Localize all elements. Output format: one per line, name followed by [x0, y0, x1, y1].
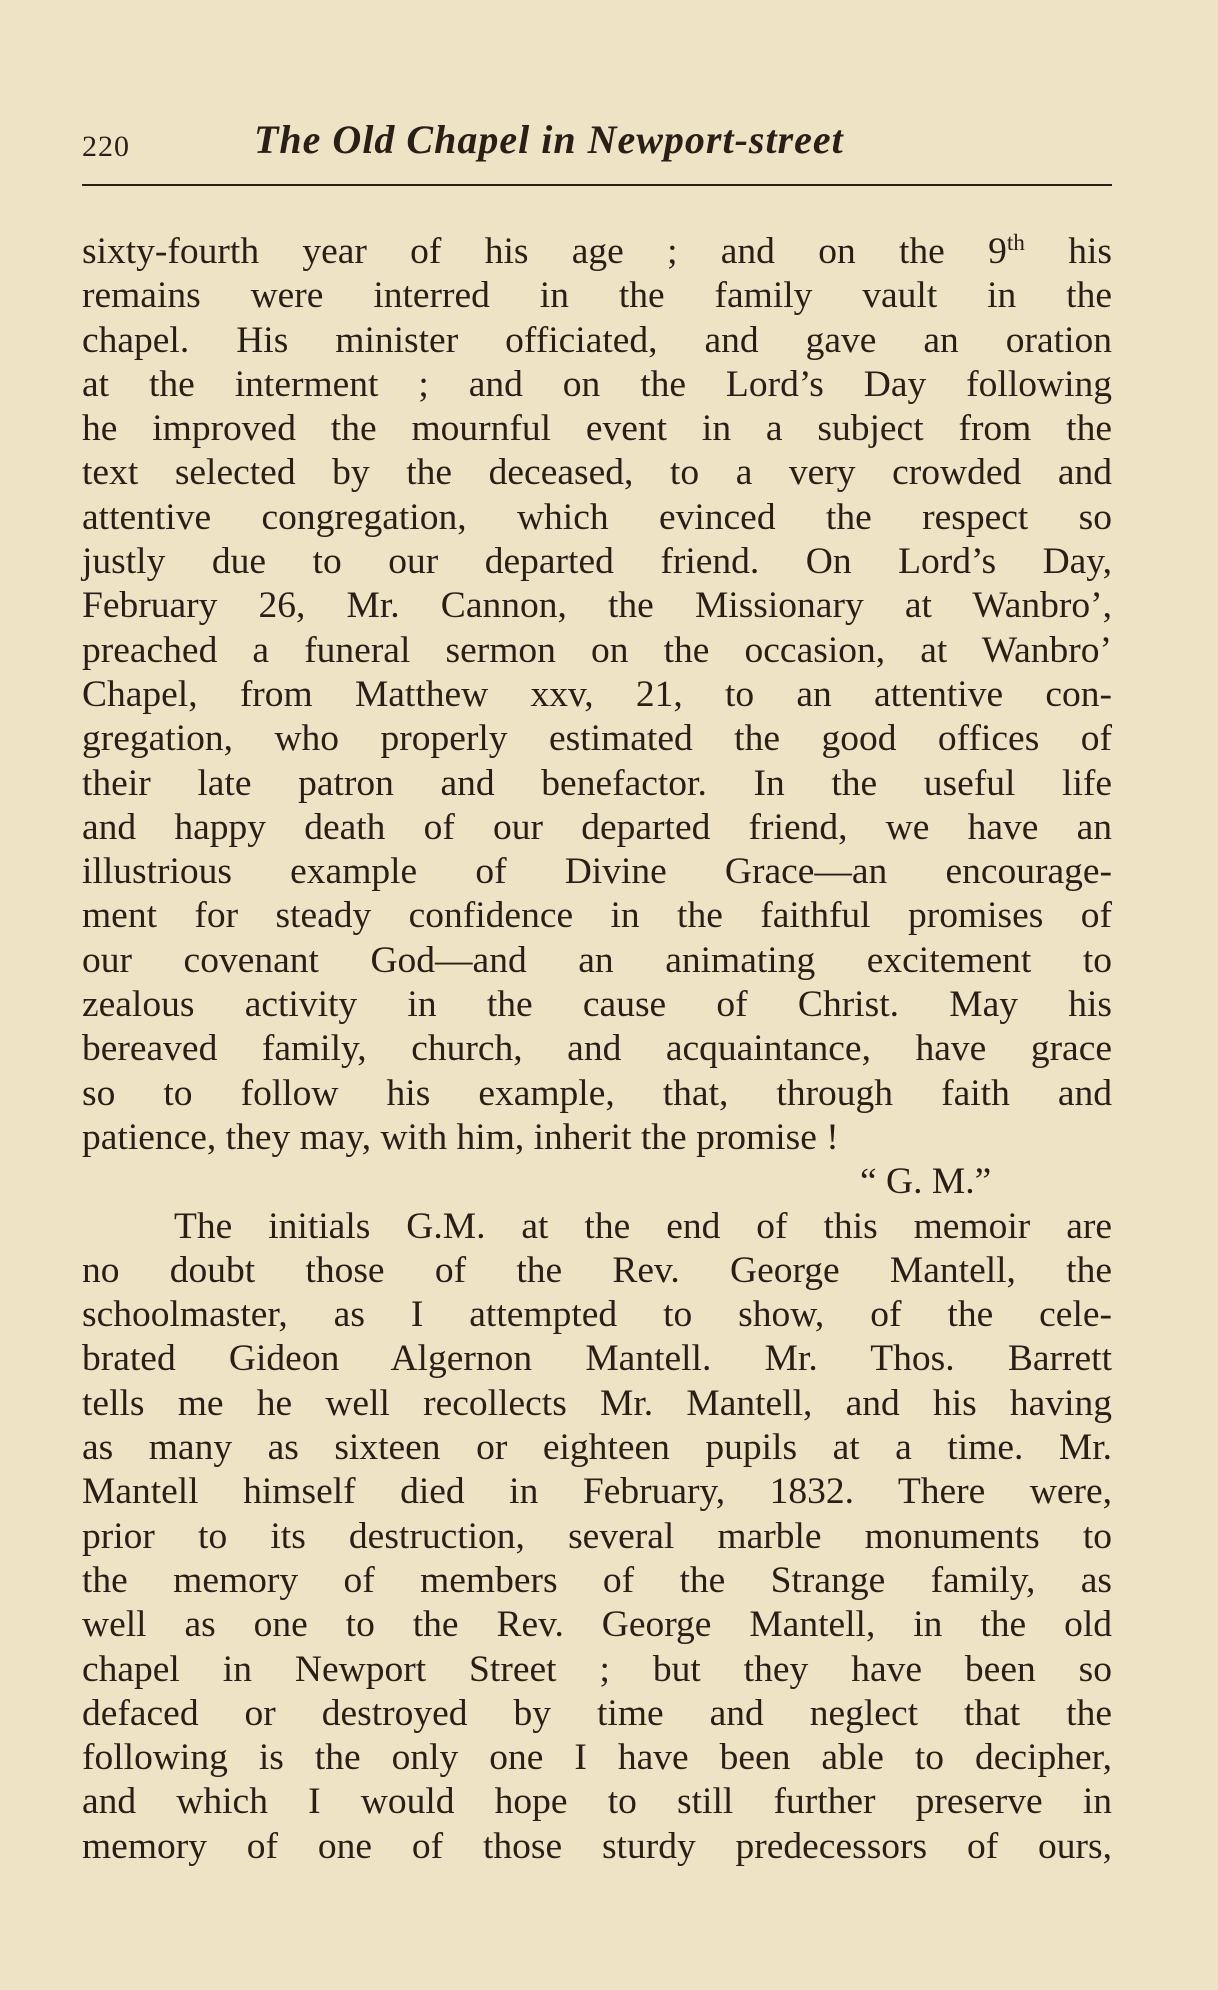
text-line: tells me he well recollects Mr. Mantell, and his having [82, 1382, 1112, 1424]
text-line: justly due to our departed friend. On Lord’s Day, [82, 541, 1112, 583]
body-text [82, 230, 1112, 1869]
text-line: remains were interred in the family vault in the [82, 275, 1112, 317]
paragraph-initials [82, 1205, 1112, 1869]
text-line: illustrious example of Divine Grace—an encourage- [82, 851, 1112, 893]
text-line: at the interment ; and on the Lord’s Day following [82, 363, 1112, 405]
text-line: attentive congregation, which evinced the respect so [82, 496, 1112, 538]
page-number: 220 [82, 130, 130, 163]
header-rule [82, 184, 1112, 186]
text-line: so to follow his example, that, through faith and [82, 1072, 1112, 1114]
text-line: preached a funeral sermon on the occasion, at Wanbro’ [82, 629, 1112, 671]
text-line: text selected by the deceased, to a very crowded and [82, 452, 1112, 494]
text-line: Mantell himself died in February, 1832. There were, [82, 1471, 1112, 1513]
text-line: the memory of members of the Strange family, as [82, 1559, 1112, 1601]
text-line: and happy death of our departed friend, we have an [82, 806, 1112, 848]
text-line: February 26, Mr. Cannon, the Missionary at Wanbro’, [82, 585, 1112, 627]
text-line: prior to its destruction, several marble monuments to [82, 1515, 1112, 1557]
text-line: patience, they may, with him, inherit the promise ! [82, 1116, 839, 1158]
text-line: and which I would hope to still further preserve in [82, 1781, 1112, 1823]
text-line: no doubt those of the Rev. George Mantell, the [82, 1249, 1112, 1291]
text-line: he improved the mournful event in a subject from the [82, 408, 1112, 450]
text-line: as many as sixteen or eighteen pupils at a time. Mr. [82, 1427, 1112, 1469]
text-line: well as one to the Rev. George Mantell, in the old [82, 1604, 1112, 1646]
text-line: Chapel, from Matthew xxv, 21, to an attentive con- [82, 673, 1112, 715]
text-line: chapel. His minister officiated, and gave an oration [82, 319, 1112, 361]
paragraph-memoir-end [82, 230, 1112, 1205]
page-header [82, 110, 1112, 170]
text-line: following is the only one I have been able to decipher, [82, 1737, 1112, 1779]
text-line: defaced or destroyed by time and neglect that the [82, 1692, 1112, 1734]
text-line: their late patron and benefactor. In the useful life [82, 762, 1112, 804]
text-line: memory of one of those sturdy predecessors of ours, [82, 1825, 1112, 1867]
text-line: brated Gideon Algernon Mantell. Mr. Thos. Barrett [82, 1338, 1112, 1380]
text-line: sixty-fourth year of his age ; and on the 9th his [82, 230, 1112, 272]
text-line: ment for steady confidence in the faithful promises of [82, 895, 1112, 937]
text-line: schoolmaster, as I attempted to show, of the cele- [82, 1294, 1112, 1336]
text-line: The initials G.M. at the end of this memoir are [174, 1205, 1112, 1247]
signature: “ G. M.” [860, 1161, 992, 1203]
text-line: gregation, who properly estimated the good offices of [82, 718, 1112, 760]
running-title: The Old Chapel in Newport-street [254, 117, 844, 162]
text-line: zealous activity in the cause of Christ. May his [82, 984, 1112, 1026]
text-line: chapel in Newport Street ; but they have been so [82, 1648, 1112, 1690]
text-line: our covenant God—and an animating excitement to [82, 939, 1112, 981]
text-line: bereaved family, church, and acquaintance, have grace [82, 1028, 1112, 1070]
